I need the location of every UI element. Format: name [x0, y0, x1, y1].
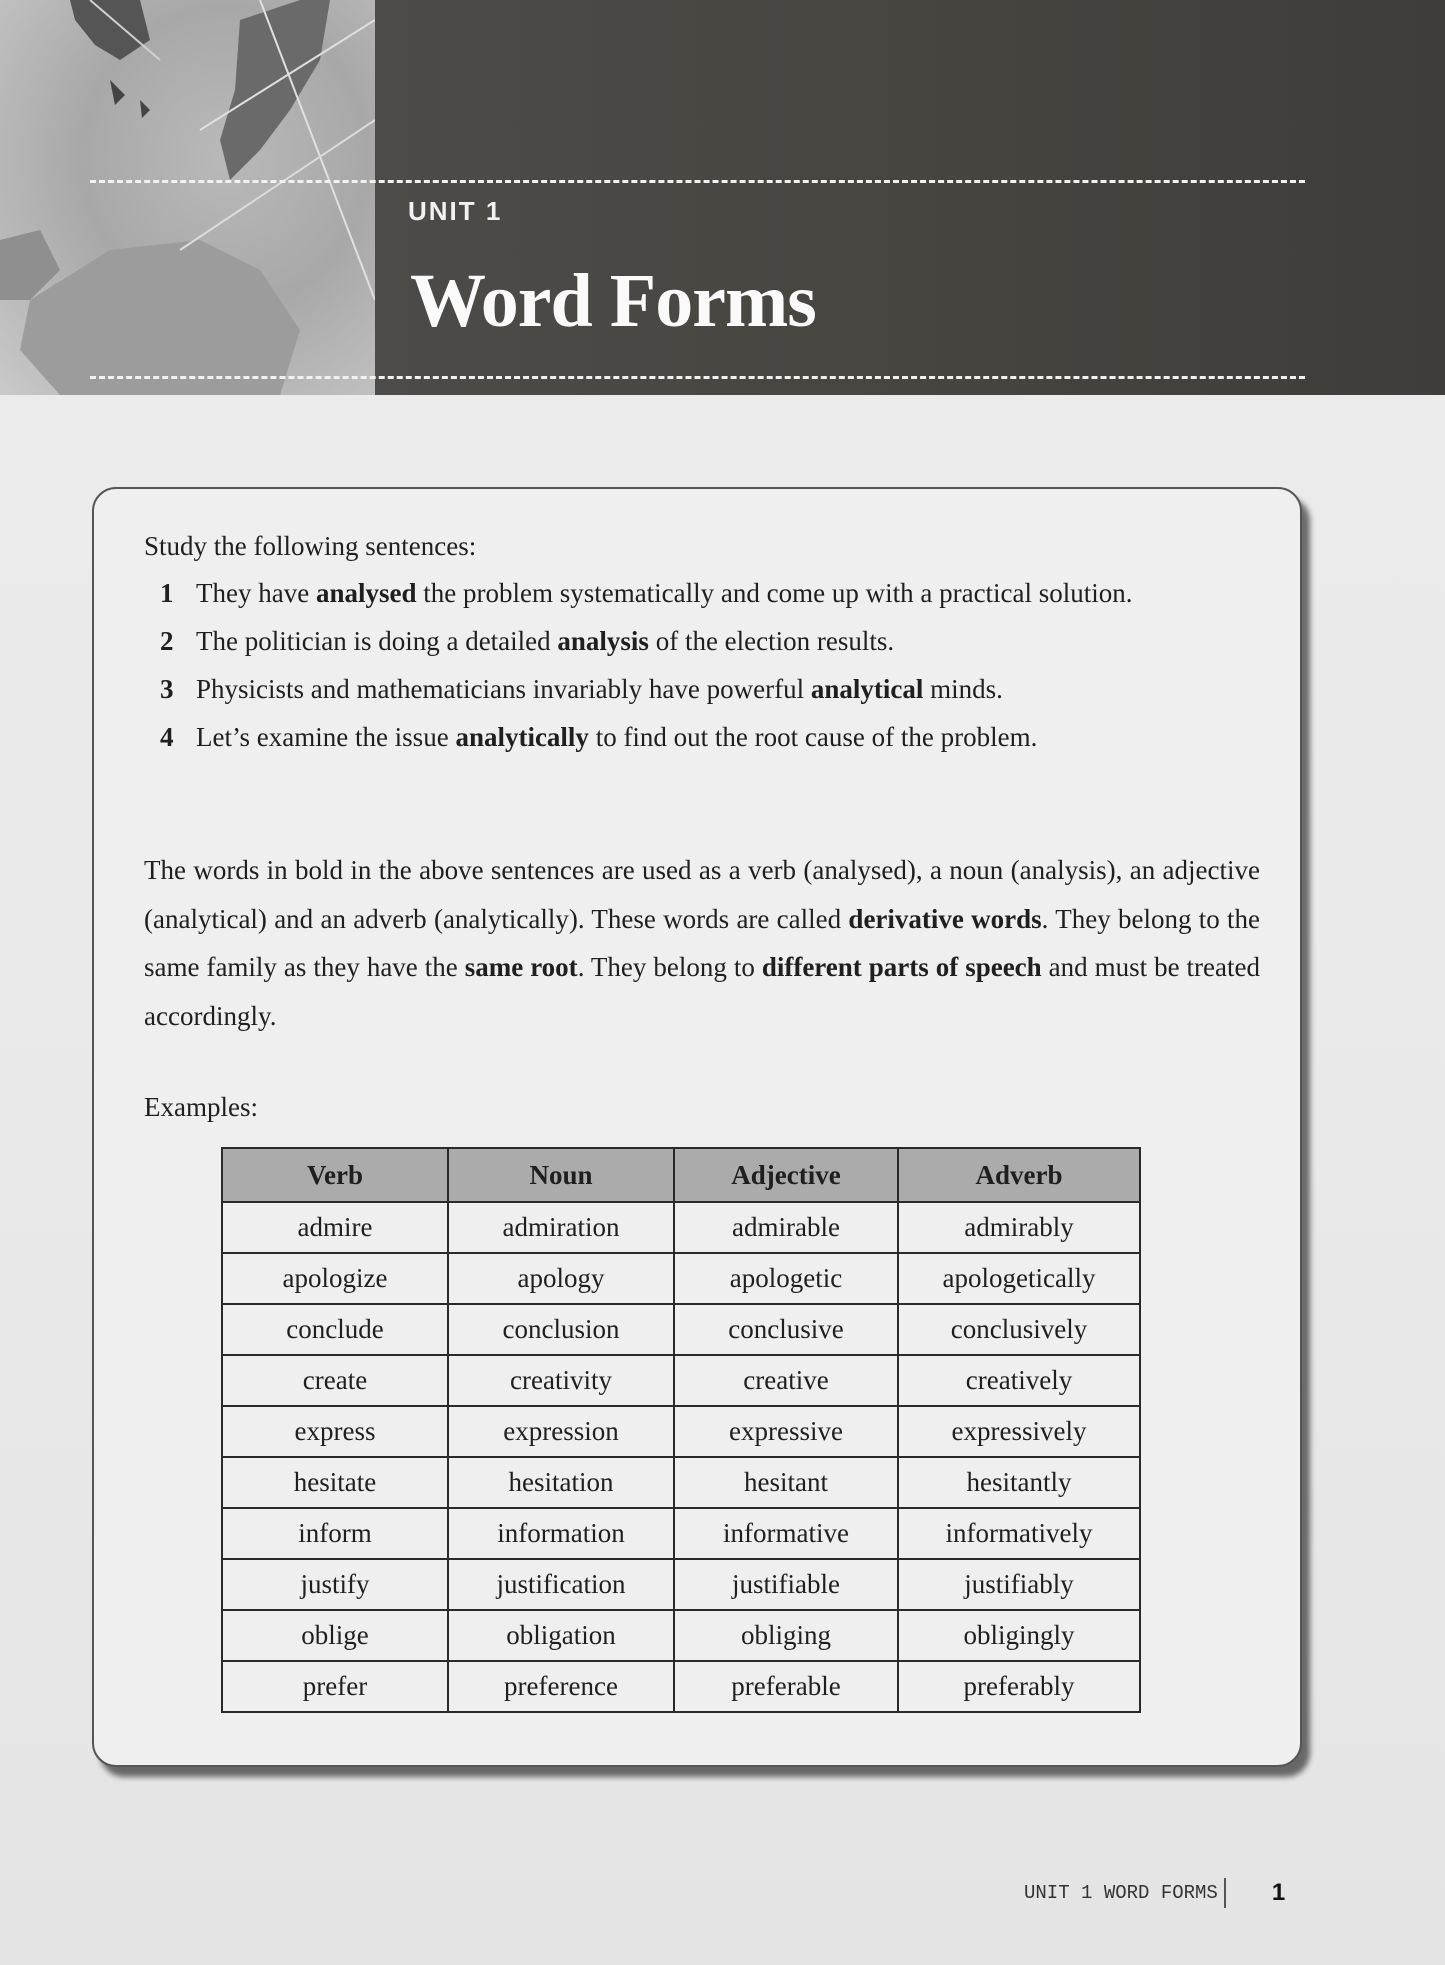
table-cell: conclusive — [674, 1304, 898, 1355]
table-cell: inform — [222, 1508, 448, 1559]
table-row — [222, 1253, 1140, 1304]
table-cell: apologize — [222, 1253, 448, 1304]
table-cell: justify — [222, 1559, 448, 1610]
globe-map-icon — [0, 0, 375, 395]
sentence-number: 1 — [160, 578, 174, 608]
table-cell: obligingly — [898, 1610, 1140, 1661]
table-cell: create — [222, 1355, 448, 1406]
sentence-number: 4 — [160, 722, 174, 752]
table-cell: hesitantly — [898, 1457, 1140, 1508]
explanation-paragraph: The words in bold in the above sentences are used as a verb (analysed), a noun (analysis), an adjective (analytical) and an adverb (analytically). These words are called derivative words. They belong to the same family as they have the same root. They belong to different parts of speech and must be treated accordingly. — [144, 855, 1261, 1031]
table-row — [222, 1304, 1140, 1355]
dashed-divider-top — [90, 180, 1305, 183]
table-cell: information — [448, 1508, 674, 1559]
table-row — [222, 1661, 1140, 1712]
page-footer — [1024, 1878, 1285, 1908]
table-cell: conclude — [222, 1304, 448, 1355]
example-sentences — [160, 574, 1260, 766]
table-cell: justification — [448, 1559, 674, 1610]
sentence-text: Physicists and mathematicians invariably have powerful analytical minds. — [196, 674, 1003, 704]
page-number: 1 — [1271, 1879, 1286, 1906]
table-cell: apologetically — [898, 1253, 1140, 1304]
table-cell: express — [222, 1406, 448, 1457]
table-header-row — [222, 1148, 1140, 1202]
table-cell: preferable — [674, 1661, 898, 1712]
sentence-item — [160, 574, 1260, 612]
sentence-item — [160, 670, 1260, 708]
table-cell: preference — [448, 1661, 674, 1712]
column-header-adjective: Adjective — [674, 1148, 898, 1202]
sentence-text: The politician is doing a detailed analysis of the election results. — [196, 626, 895, 656]
table-cell: creatively — [898, 1355, 1140, 1406]
table-cell: obliging — [674, 1610, 898, 1661]
table-row — [222, 1610, 1140, 1661]
table-cell: hesitate — [222, 1457, 448, 1508]
table-cell: oblige — [222, 1610, 448, 1661]
sentence-number: 3 — [160, 674, 174, 704]
table-cell: preferably — [898, 1661, 1140, 1712]
dashed-divider-bottom — [90, 376, 1305, 379]
table-cell: admirable — [674, 1202, 898, 1253]
sentence-text: They have analysed the problem systematically and come up with a practical solution. — [196, 578, 1133, 608]
globe-illustration — [0, 0, 375, 395]
table-cell: prefer — [222, 1661, 448, 1712]
table-cell: obligation — [448, 1610, 674, 1661]
column-header-verb: Verb — [222, 1148, 448, 1202]
table-cell: informatively — [898, 1508, 1140, 1559]
page-title: Word Forms — [410, 259, 816, 343]
table-cell: hesitation — [448, 1457, 674, 1508]
unit-banner — [0, 0, 1445, 395]
table-cell: expressive — [674, 1406, 898, 1457]
sentence-text: Let’s examine the issue analytically to find out the root cause of the problem. — [196, 722, 1038, 752]
table-row — [222, 1457, 1140, 1508]
table-cell: admirably — [898, 1202, 1140, 1253]
column-header-noun: Noun — [448, 1148, 674, 1202]
table-cell: justifiably — [898, 1559, 1140, 1610]
table-cell: creativity — [448, 1355, 674, 1406]
table-cell: expressively — [898, 1406, 1140, 1457]
running-head: UNIT 1 WORD FORMS — [1024, 1878, 1226, 1908]
table-cell: admire — [222, 1202, 448, 1253]
sentence-number: 2 — [160, 626, 174, 656]
word-forms-table — [221, 1147, 1141, 1713]
intro-text: Study the following sentences: — [144, 531, 477, 561]
table-cell: hesitant — [674, 1457, 898, 1508]
table-cell: conclusively — [898, 1304, 1140, 1355]
unit-label: UNIT 1 — [408, 196, 503, 226]
table-row — [222, 1559, 1140, 1610]
sentence-item — [160, 622, 1260, 660]
table-cell: apology — [448, 1253, 674, 1304]
table-cell: admiration — [448, 1202, 674, 1253]
table-cell: expression — [448, 1406, 674, 1457]
examples-label: Examples: — [144, 1092, 258, 1122]
table-cell: apologetic — [674, 1253, 898, 1304]
table-row — [222, 1355, 1140, 1406]
table-cell: informative — [674, 1508, 898, 1559]
table-row — [222, 1202, 1140, 1253]
table-cell: conclusion — [448, 1304, 674, 1355]
table-cell: creative — [674, 1355, 898, 1406]
table-row — [222, 1406, 1140, 1457]
table-cell: justifiable — [674, 1559, 898, 1610]
sentence-item — [160, 718, 1260, 756]
column-header-adverb: Adverb — [898, 1148, 1140, 1202]
table-row — [222, 1508, 1140, 1559]
